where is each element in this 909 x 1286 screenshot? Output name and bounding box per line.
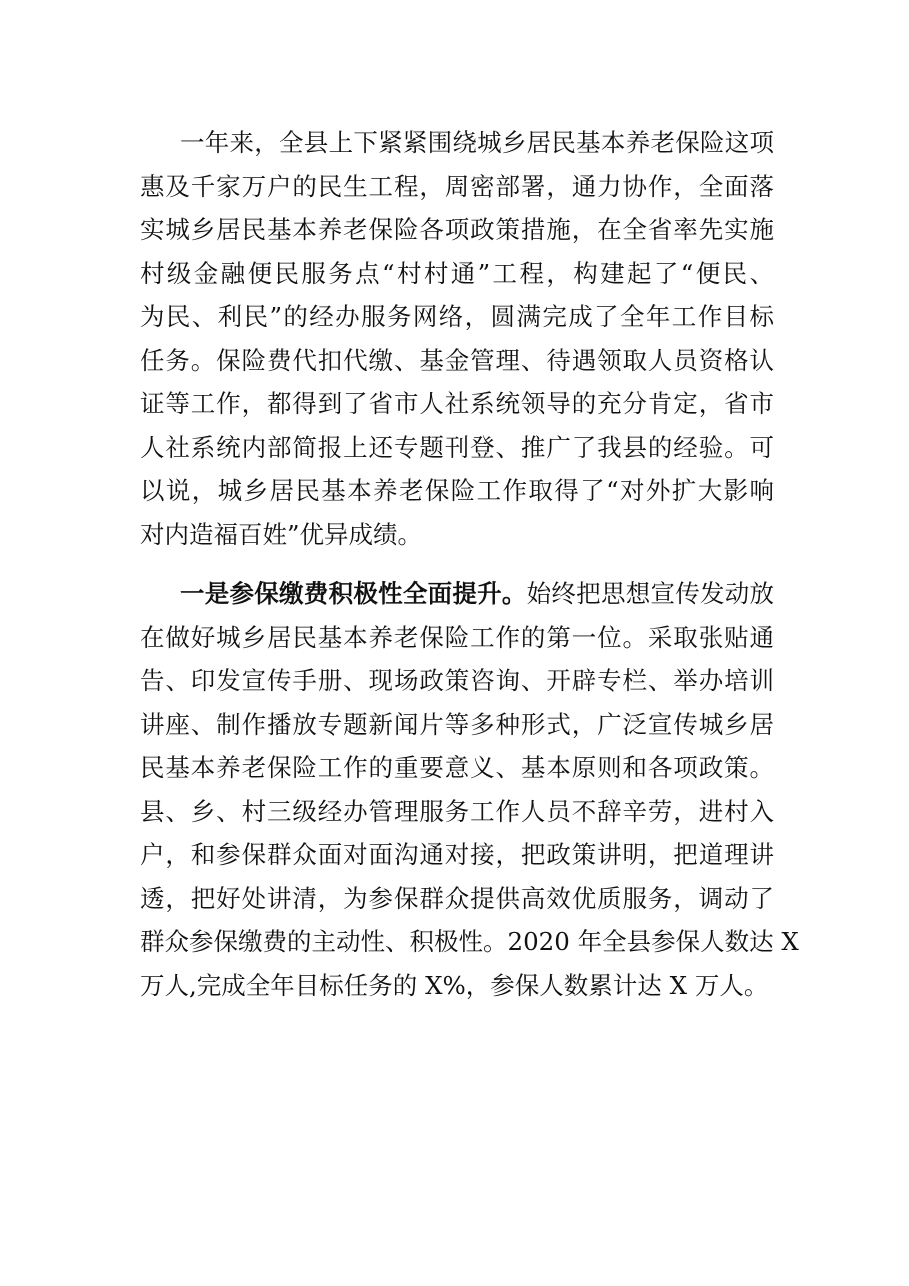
paragraph-line: 人社系统内部简报上还专题刊登、推广了我县的经验。可 xyxy=(140,432,774,462)
paragraph-line: 为民、利民”的经办服务网络，圆满完成了全年工作目标 xyxy=(140,302,774,331)
paragraph-enrollment xyxy=(140,572,799,1007)
paragraph-line: 告、印发宣传手册、现场政策咨询、开辟专栏、举办培训 xyxy=(140,666,774,695)
paragraph-line: 惠及千家万户的民生工程，周密部署，通力协作，全面落 xyxy=(140,171,774,201)
paragraph-intro xyxy=(140,121,774,556)
paragraph-line: 透，把好处讲清，为参保群众提供高效优质服务，调动了 xyxy=(140,883,774,913)
section-heading: 一是参保缴费积极性全面提升。 xyxy=(180,579,527,608)
paragraph-line: 一年来，全县上下紧紧围绕城乡居民基本养老保险这项 xyxy=(180,128,774,157)
paragraph-line: 证等工作，都得到了省市人社系统领导的充分肯定，省市 xyxy=(140,389,774,418)
paragraph-line: 讲座、制作播放专题新闻片等多种形式，广泛宣传城乡居 xyxy=(140,709,774,739)
paragraph-line: 民基本养老保险工作的重要意义、基本原则和各项政策。 xyxy=(140,753,774,782)
paragraph-line: 群众参保缴费的主动性、积极性。2020 年全县参保人数达 X xyxy=(140,927,799,956)
paragraph-first-line xyxy=(140,572,774,616)
paragraph-line: 对内造福百姓”优异成绩。 xyxy=(140,519,423,549)
paragraph-line: 县、乡、村三级经办管理服务工作人员不辞辛劳，进村入 xyxy=(140,796,774,826)
paragraph-spacer xyxy=(140,556,774,572)
paragraph-line: 万人,完成全年目标任务的 X%，参保人数累计达 X 万人。 xyxy=(140,970,769,1000)
paragraph-line: 以说，城乡居民基本养老保险工作取得了“对外扩大影响 xyxy=(140,476,774,505)
paragraph-line: 村级金融便民服务点“村村通”工程，构建起了“便民、 xyxy=(140,258,774,288)
paragraph-line: 实城乡居民基本养老保险各项政策措施，在全省率先实施 xyxy=(140,215,774,244)
paragraph-line-text: 始终把思想宣传发动放 xyxy=(526,579,775,608)
paragraph-line: 户，和参保群众面对面沟通对接，把政策讲明，把道理讲 xyxy=(140,840,774,869)
document-body xyxy=(140,121,799,1007)
paragraph-line: 任务。保险费代扣代缴、基金管理、待遇领取人员资格认 xyxy=(140,345,774,375)
paragraph-line: 在做好城乡居民基本养老保险工作的第一位。采取张贴通 xyxy=(140,622,774,652)
